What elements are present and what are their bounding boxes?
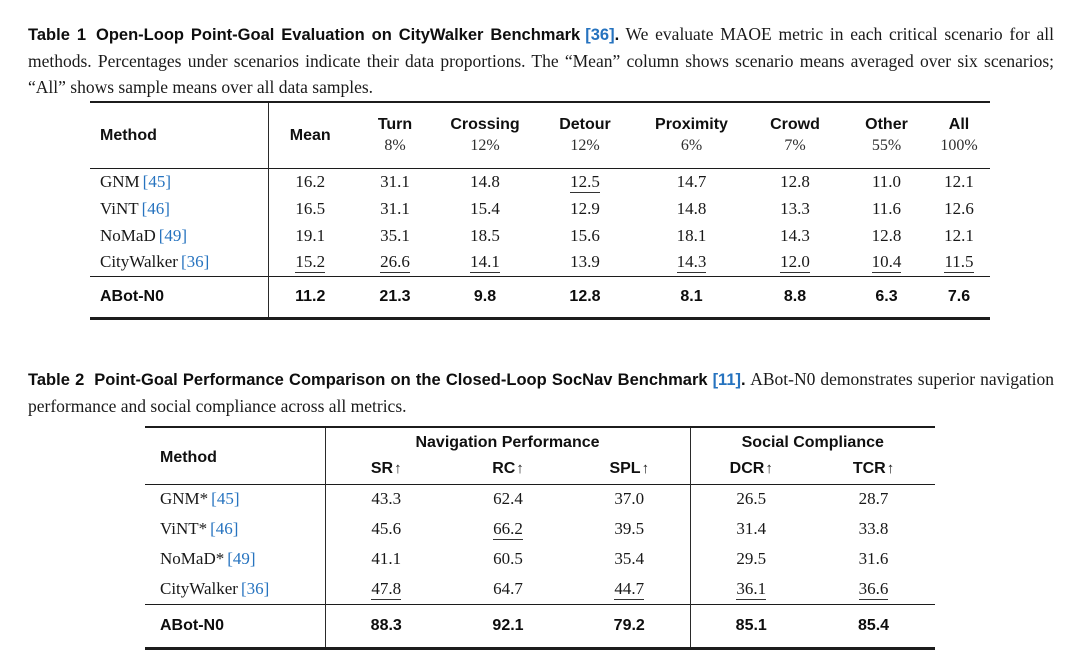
value-cell [745,249,845,276]
citation-link[interactable]: [45] [211,489,240,509]
table1-header-other [845,102,928,168]
metric-value: 21.3 [379,287,411,305]
metric-value: 6.3 [875,287,898,305]
metric-value: 12.8 [871,225,902,245]
value-cell [325,574,447,604]
table2-closedloop-socnav [145,426,935,650]
value-cell [447,544,569,574]
value-cell [638,195,745,222]
method-cell [145,514,325,544]
method-name: NoMaD [100,225,156,245]
value-cell [447,484,569,514]
value-cell [447,514,569,544]
table1-header-method [90,102,268,168]
table1-header-detour [532,102,638,168]
column-header-percent: 12% [570,137,600,155]
table2-group-header-row [145,427,935,454]
value-cell [690,514,812,544]
table2-caption-tag: Table 2 [28,371,85,389]
value-cell [812,574,935,604]
metric-value: 11.2 [295,287,326,305]
up-arrow-icon: ↑ [765,460,773,477]
table2-header-method [145,427,325,484]
metric-value: 12.8 [780,171,810,191]
metric-value: 36.6 [858,578,889,598]
metric-value: 62.4 [493,489,523,509]
method-name: CityWalker [160,578,238,598]
up-arrow-icon: ↑ [516,460,524,477]
table2-highlight-body [145,604,935,648]
metric-value: 14.8 [676,198,707,218]
metric-value: 7.6 [947,287,971,305]
table1-caption-title: Open-Loop Point-Goal Evaluation on CityWalker Benchmark [96,26,581,44]
value-cell [638,222,745,249]
metric-value: 12.5 [570,171,600,191]
metric-value: 41.1 [371,549,402,568]
metric-value: 14.3 [676,252,707,272]
metric-value: 35.1 [380,225,410,245]
table1-caption-period: . [614,26,620,44]
table-row-abot [90,276,990,318]
metric-value: 45.6 [371,519,402,538]
column-header-label: Turn [377,116,413,134]
method-name: CityWalker [100,252,178,272]
metric-value: 8.1 [680,287,703,305]
value-cell [532,249,638,276]
metric-value: 12.8 [569,287,601,305]
value-cell [928,276,990,318]
table2-caption-period: . [741,371,746,389]
column-header-label: Detour [559,116,611,134]
column-header-label: Method [100,126,157,144]
table2-caption-body: ABot-N0 demonstrates superior navigation performance and social compliance across all metrics. [28,369,1054,416]
value-cell [812,514,935,544]
value-cell [352,222,438,249]
citation-link[interactable]: [46] [141,198,170,218]
table2-caption-citation-link[interactable]: [11] [712,371,741,389]
column-header-label: Crowd [770,116,820,134]
citation-link[interactable]: [49] [158,225,188,245]
column-header-label: Proximity [655,116,728,134]
group-header-navigation: Navigation Performance [325,427,690,454]
value-cell [928,195,990,222]
value-cell [845,222,928,249]
citation-link[interactable]: [36] [180,252,210,272]
metric-value: 14.7 [676,171,707,191]
table1-caption [28,22,1054,102]
value-cell [268,222,352,249]
group-header-social: Social Compliance [741,434,884,451]
value-cell [532,168,638,195]
value-cell [569,604,690,648]
value-cell [745,168,845,195]
method-cell [90,168,268,195]
citation-link[interactable]: [36] [240,578,270,598]
table1-body [90,168,990,276]
table1-caption-tag: Table 1 [28,26,86,44]
metric-value: 26.6 [380,252,410,272]
table2-caption [28,367,1054,420]
metric-value: 36.1 [736,578,767,598]
table1-highlight-body [90,276,990,318]
method-cell [145,484,325,514]
table-row [90,168,990,195]
value-cell [745,222,845,249]
value-cell [690,484,812,514]
metric-value: 12.9 [570,198,600,218]
metric-value: 28.7 [858,489,889,509]
table-row [90,222,990,249]
table2-header [145,427,935,484]
metric-value: 18.1 [676,225,707,245]
table-row [90,249,990,276]
method-name: NoMaD* [160,549,225,568]
value-cell [928,168,990,195]
table1-header-row [90,102,990,168]
table-row [90,195,990,222]
value-cell [638,249,745,276]
value-cell [690,604,812,648]
method-name: ABot-N0 [100,287,164,305]
value-cell [352,249,438,276]
table1-header-crossing [438,102,532,168]
metric-label: DCR [729,459,765,477]
metric-value: 15.2 [295,252,326,272]
metric-value: 14.8 [470,171,500,191]
metric-value: 15.6 [570,225,600,245]
metric-value: 12.1 [944,225,974,245]
metric-value: 44.7 [614,578,645,598]
column-header-percent: 7% [784,137,806,155]
column-header-label: Other [865,116,908,134]
value-cell [268,195,352,222]
method-cell [145,544,325,574]
value-cell [812,484,935,514]
metric-value: 85.4 [857,616,890,634]
metric-value: 12.0 [780,252,810,272]
value-cell [447,604,569,648]
value-cell [845,168,928,195]
value-cell [325,514,447,544]
metric-value: 31.6 [858,549,889,568]
metric-value: 15.4 [470,198,500,218]
metric-value: 66.2 [493,519,523,538]
method-cell [145,604,325,648]
value-cell [638,276,745,318]
metric-header-tcr [812,454,935,484]
metric-value: 31.4 [736,519,767,538]
method-cell [90,276,268,318]
column-header-percent: 55% [871,137,902,155]
metric-value: 79.2 [613,616,645,634]
table-row [145,514,935,544]
metric-value: 31.1 [380,198,410,218]
value-cell [928,249,990,276]
value-cell [352,168,438,195]
metric-value: 60.5 [493,549,523,568]
metric-label: SPL [609,459,641,477]
column-header-percent: 6% [680,137,703,155]
metric-value: 16.2 [295,171,326,191]
table1-header-all [928,102,990,168]
table-row [145,544,935,574]
value-cell [352,276,438,318]
metric-value: 11.5 [944,252,974,272]
table1-header-turn [352,102,438,168]
citation-link[interactable]: [45] [142,171,171,191]
column-header-label: Crossing [450,116,520,134]
table2-body [145,484,935,604]
metric-value: 13.3 [780,198,810,218]
column-header-percent: 12% [470,137,500,155]
method-cell [90,195,268,222]
value-cell [569,514,690,544]
value-cell [638,168,745,195]
value-cell [532,276,638,318]
metric-value: 43.3 [371,489,402,509]
value-cell [569,484,690,514]
column-header-label: Mean [289,126,331,144]
value-cell [690,574,812,604]
table1-caption-body: We evaluate MAOE metric in each critical scenario for all methods. Percentages under scenarios indicate their data proportions. The “Mean” column shows scenario means averaged over six scenarios; “All” shows sample means over all data samples. [28,24,1054,97]
metric-value: 92.1 [492,616,524,634]
method-name: GNM* [160,489,209,509]
value-cell [532,222,638,249]
up-arrow-icon: ↑ [641,460,650,477]
metric-value: 14.3 [780,225,810,245]
table1-header [90,102,990,168]
value-cell [268,276,352,318]
citation-link[interactable]: [49] [227,549,256,568]
value-cell [845,249,928,276]
metric-value: 11.6 [871,198,902,218]
metric-value: 39.5 [614,519,645,538]
value-cell [438,168,532,195]
metric-value: 29.5 [736,549,767,568]
table-row [145,484,935,514]
metric-value: 12.6 [944,198,974,218]
column-header-label: Method [160,449,217,467]
metric-label: SR [370,459,394,477]
method-cell [145,574,325,604]
method-name: ABot-N0 [160,616,224,634]
metric-value: 12.1 [944,171,974,191]
value-cell [745,195,845,222]
table1-header-mean [268,102,352,168]
value-cell [532,195,638,222]
value-cell [812,544,935,574]
value-cell [438,249,532,276]
metric-value: 88.3 [370,616,402,634]
metric-value: 10.4 [871,252,902,272]
metric-value: 47.8 [371,578,402,598]
metric-value: 16.5 [295,198,326,218]
table1-openloop-citywalker [90,101,990,320]
column-header-percent: 8% [384,137,406,155]
metric-label: TCR [852,459,886,477]
metric-value: 85.1 [735,616,767,634]
metric-value: 26.5 [736,489,767,509]
value-cell [325,544,447,574]
value-cell [352,195,438,222]
method-cell [90,222,268,249]
value-cell [325,604,447,648]
value-cell [268,249,352,276]
table-row [145,574,935,604]
value-cell [845,276,928,318]
method-name: GNM [100,171,140,191]
metric-label: RC [492,459,516,477]
column-header-label: All [948,116,970,134]
metric-value: 35.4 [614,549,645,568]
metric-value: 33.8 [858,519,889,538]
metric-value: 64.7 [493,578,523,598]
table2-caption-title: Point-Goal Performance Comparison on the Closed-Loop SocNav Benchmark [94,371,708,389]
method-name: ViNT* [160,519,208,538]
table1-caption-citation-link[interactable]: [36] [585,26,615,44]
metric-value: 37.0 [614,489,645,509]
up-arrow-icon: ↑ [394,460,402,477]
value-cell [447,574,569,604]
metric-value: 18.5 [470,225,500,245]
metric-header-rc [447,454,569,484]
value-cell [569,574,690,604]
metric-value: 14.1 [470,252,500,272]
value-cell [928,222,990,249]
value-cell [745,276,845,318]
table1-header-crowd [745,102,845,168]
value-cell [812,604,935,648]
table-row-abot [145,604,935,648]
citation-link[interactable]: [46] [210,519,239,538]
value-cell [569,544,690,574]
metric-value: 9.8 [473,287,497,305]
metric-value: 8.8 [783,287,807,305]
metric-value: 31.1 [380,171,410,191]
metric-header-spl [569,454,690,484]
metric-value: 11.0 [871,171,902,191]
value-cell [438,276,532,318]
method-cell [90,249,268,276]
value-cell [438,195,532,222]
value-cell [690,544,812,574]
value-cell [268,168,352,195]
value-cell [845,195,928,222]
metric-header-sr [325,454,447,484]
metric-value: 13.9 [570,252,600,272]
metric-header-dcr [690,454,812,484]
value-cell [438,222,532,249]
metric-value: 19.1 [295,225,326,245]
method-name: ViNT [100,198,139,218]
up-arrow-icon: ↑ [886,460,895,477]
column-header-percent: 100% [940,137,978,155]
value-cell [325,484,447,514]
table1-header-proximity [638,102,745,168]
